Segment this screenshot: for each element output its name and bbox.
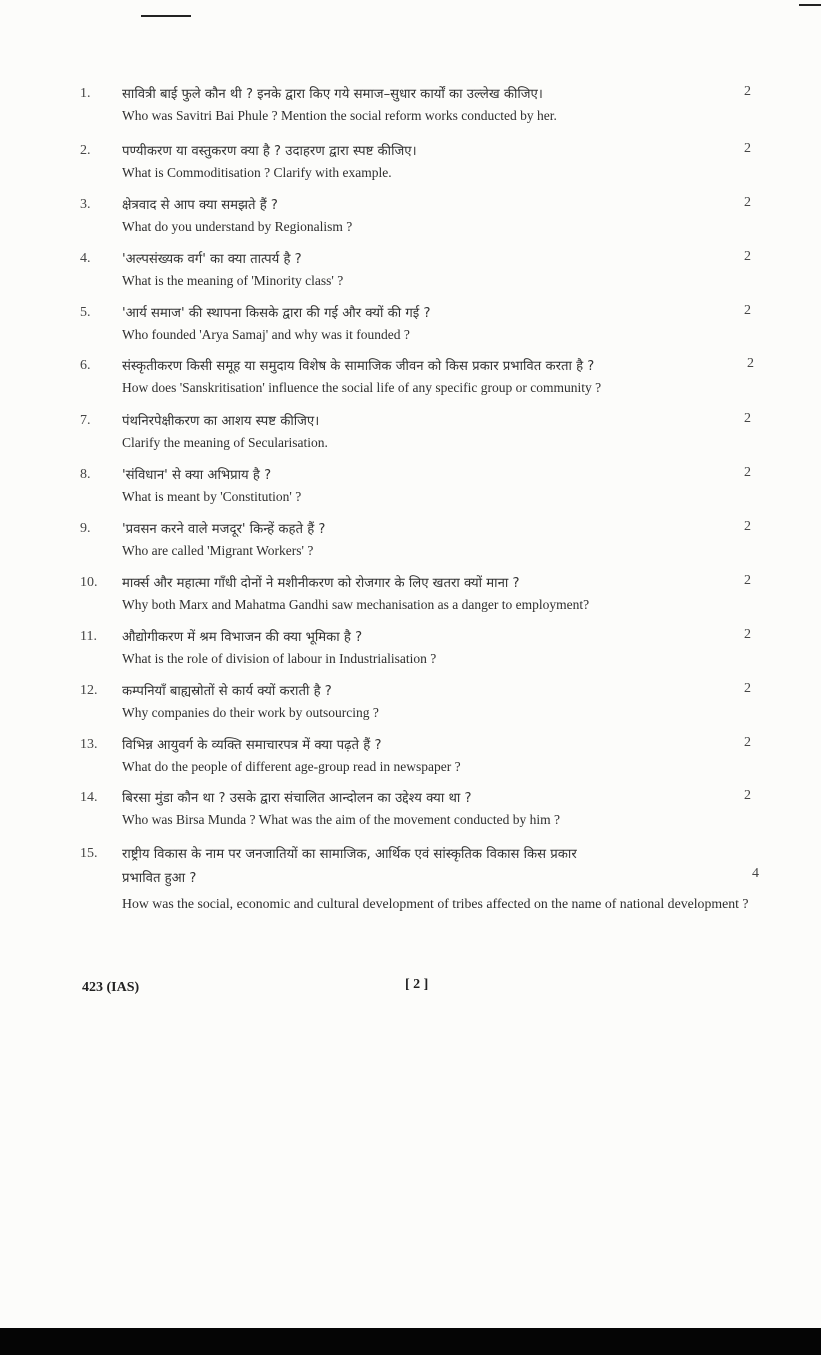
question-number: 6. — [80, 358, 91, 373]
question-english: Why both Marx and Mahatma Gandhi saw mechanisation as a danger to employment? — [122, 597, 590, 612]
question-english: What is the meaning of 'Minority class' ? — [122, 273, 344, 288]
question-hindi: कम्पनियाँ बाह्यस्रोतों से कार्य क्यों कराती है ? — [122, 684, 332, 699]
question-number: 1. — [80, 86, 91, 101]
question-number: 14. — [80, 790, 98, 805]
question-english: Who was Birsa Munda ? What was the aim of the movement conducted by him ? — [122, 812, 561, 827]
question-hindi: क्षेत्रवाद से आप क्या समझते हैं ? — [122, 198, 278, 213]
question-hindi: मार्क्स और महात्मा गाँधी दोनों ने मशीनीकरण को रोजगार के लिए खतरा क्यों माना ? — [122, 576, 520, 591]
question-english: What is Commoditisation ? Clarify with example. — [122, 165, 392, 180]
question-hindi: विभिन्न आयुवर्ग के व्यक्ति समाचारपत्र में क्या पढ़ते हैं ? — [122, 738, 382, 753]
question-english: How was the social, economic and cultural development of tribes affected on the name of national development ? — [122, 896, 749, 911]
question-marks: 2 — [747, 356, 754, 371]
question-hindi: सावित्री बाई फुले कौन थी ? इनके द्वारा किए गये समाज–सुधार कार्यों का उल्लेख कीजिए। — [122, 87, 543, 102]
question-marks: 2 — [744, 788, 751, 803]
paper-code: 423 (IAS) — [82, 980, 140, 995]
question-marks: 2 — [744, 411, 751, 426]
question-hindi: 'आर्य समाज' की स्थापना किसके द्वारा की गई और क्यों की गई ? — [122, 306, 431, 321]
question-marks: 2 — [744, 627, 751, 642]
question-english: What is meant by 'Constitution' ? — [122, 489, 302, 504]
question-hindi: पण्यीकरण या वस्तुकरण क्या है ? उदाहरण द्वारा स्पष्ट कीजिए। — [122, 144, 417, 159]
scan-mark-top-right — [799, 4, 821, 6]
question-hindi: 'प्रवसन करने वाले मजदूर' किन्हें कहते हैं ? — [122, 522, 326, 537]
question-number: 2. — [80, 143, 91, 158]
question-number: 3. — [80, 197, 91, 212]
question-marks: 2 — [744, 141, 751, 156]
question-marks: 2 — [744, 303, 751, 318]
question-number: 13. — [80, 737, 98, 752]
question-marks: 2 — [744, 249, 751, 264]
question-english: Why companies do their work by outsourcing ? — [122, 705, 379, 720]
question-hindi-line-2: प्रभावित हुआ ? — [122, 871, 197, 886]
question-hindi: 'संविधान' से क्या अभिप्राय है ? — [122, 468, 272, 483]
question-marks: 2 — [744, 195, 751, 210]
question-number: 12. — [80, 683, 98, 698]
question-marks: 4 — [752, 866, 759, 881]
question-number: 4. — [80, 251, 91, 266]
question-english: Clarify the meaning of Secularisation. — [122, 435, 328, 450]
page-number: [ 2 ] — [405, 977, 429, 992]
question-hindi: पंथनिरपेक्षीकरण का आशय स्पष्ट कीजिए। — [122, 414, 320, 429]
question-english: How does 'Sanskritisation' influence the social life of any specific group or community ? — [122, 380, 602, 395]
question-marks: 2 — [744, 465, 751, 480]
question-hindi: संस्कृतीकरण किसी समूह या समुदाय विशेष के सामाजिक जीवन को किस प्रकार प्रभावित करता है ? — [122, 359, 595, 374]
question-marks: 2 — [744, 519, 751, 534]
question-number: 15. — [80, 846, 98, 861]
scan-mark-top-left — [141, 15, 191, 17]
question-hindi-line-1: राष्ट्रीय विकास के नाम पर जनजातियों का सामाजिक, आर्थिक एवं सांस्कृतिक विकास किस प्रकार — [122, 847, 577, 862]
question-english: What do you understand by Regionalism ? — [122, 219, 353, 234]
question-english: What is the role of division of labour in Industrialisation ? — [122, 651, 437, 666]
question-english: Who was Savitri Bai Phule ? Mention the social reform works conducted by her. — [122, 108, 557, 123]
question-hindi: बिरसा मुंडा कौन था ? उसके द्वारा संचालित आन्दोलन का उद्देश्य क्या था ? — [122, 791, 472, 806]
question-number: 7. — [80, 413, 91, 428]
question-number: 9. — [80, 521, 91, 536]
question-english: What do the people of different age-group read in newspaper ? — [122, 759, 461, 774]
question-english: Who are called 'Migrant Workers' ? — [122, 543, 314, 558]
question-marks: 2 — [744, 735, 751, 750]
scan-bottom-edge — [0, 1328, 821, 1355]
question-number: 10. — [80, 575, 98, 590]
question-hindi: 'अल्पसंख्यक वर्ग' का क्या तात्पर्य है ? — [122, 252, 302, 267]
question-marks: 2 — [744, 681, 751, 696]
question-number: 8. — [80, 467, 91, 482]
question-marks: 2 — [744, 573, 751, 588]
question-marks: 2 — [744, 84, 751, 99]
question-number: 5. — [80, 305, 91, 320]
question-english: Who founded 'Arya Samaj' and why was it founded ? — [122, 327, 410, 342]
question-hindi: औद्योगीकरण में श्रम विभाजन की क्या भूमिका है ? — [122, 630, 363, 645]
question-number: 11. — [80, 629, 97, 644]
